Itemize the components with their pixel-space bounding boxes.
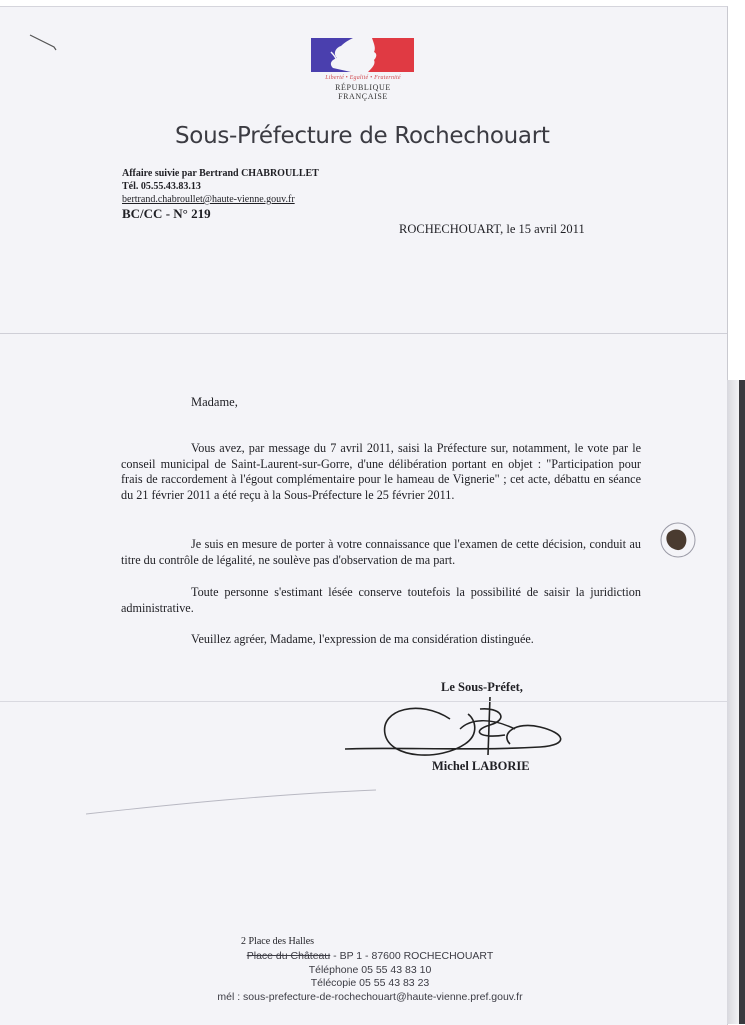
footer-address-rest: - BP 1 - 87600 ROCHECHOUART <box>333 950 494 962</box>
paragraph-4: Veuillez agréer, Madame, l'expression de ma considération distinguée. <box>191 632 534 646</box>
footer-email: mél : sous-prefecture-de-rochechouart@haute-vienne.pref.gouv.fr <box>217 991 523 1003</box>
contact-block <box>122 167 319 206</box>
place-date: ROCHECHOUART, le 15 avril 2011 <box>399 222 585 236</box>
scan-edge-dark <box>739 380 745 1024</box>
footer-fax: Télécopie 05 55 43 83 23 <box>310 977 430 989</box>
marianne-face-icon <box>364 38 414 72</box>
contact-email: bertrand.chabroullet@haute-vienne.gouv.fr <box>122 194 295 205</box>
footer-old-address: Place du Château <box>246 950 331 962</box>
contact-phone: Tél. 05.55.43.83.13 <box>122 181 201 192</box>
marianne-flag <box>311 38 414 72</box>
fold-line <box>0 701 727 702</box>
office-title: Sous-Préfecture de Rochechouart <box>175 123 550 149</box>
republic-logo <box>311 38 415 101</box>
fold-line <box>0 333 727 334</box>
footer-address-handwritten: 2 Place des Halles <box>241 936 315 947</box>
handled-by: Affaire suivie par Bertrand CHABROULLET <box>122 168 319 179</box>
paper-scratch <box>86 782 376 822</box>
republic-motto: Liberté • Egalité • Fraternité <box>325 75 401 81</box>
marianne-profile-icon <box>311 38 361 72</box>
paragraph-2: Je suis en mesure de porter à votre connaissance que l'examen de cette décision, conduit au titre du contrôle de légalité, ne soulève pas d'observation de ma part. <box>121 537 641 567</box>
paragraph-1: Vous avez, par message du 7 avril 2011, saisi la Préfecture sur, notamment, le vote par le conseil municipal de Saint-Laurent-sur-Gorre, d'une délibération portant en objet : "Participation pour frais de raccordement à l'égout complémentaire pour le hameau de Vignerie" ; cet acte, débattu en séance du 21 février 2011 a été reçu à la Sous-Préfecture le 25 février 2011. <box>121 441 641 502</box>
footer-address <box>180 949 560 963</box>
salutation: Madame, <box>191 395 238 409</box>
reference-number: BC/CC - N° 219 <box>122 206 211 221</box>
signatory-title: Le Sous-Préfet, <box>441 680 523 694</box>
footer-telephone: Téléphone 05 55 43 83 10 <box>308 964 432 976</box>
republic-name: RÉPUBLIQUE FRANÇAISE <box>335 83 391 101</box>
pin-scratch-mark <box>28 31 62 55</box>
paragraph-3: Toute personne s'estimant lésée conserve toutefois la possibilité de saisir la juridiction administrative. <box>121 585 641 615</box>
letter-page <box>0 6 728 1025</box>
ink-stain <box>656 519 698 561</box>
signatory-name: Michel LABORIE <box>432 759 530 773</box>
